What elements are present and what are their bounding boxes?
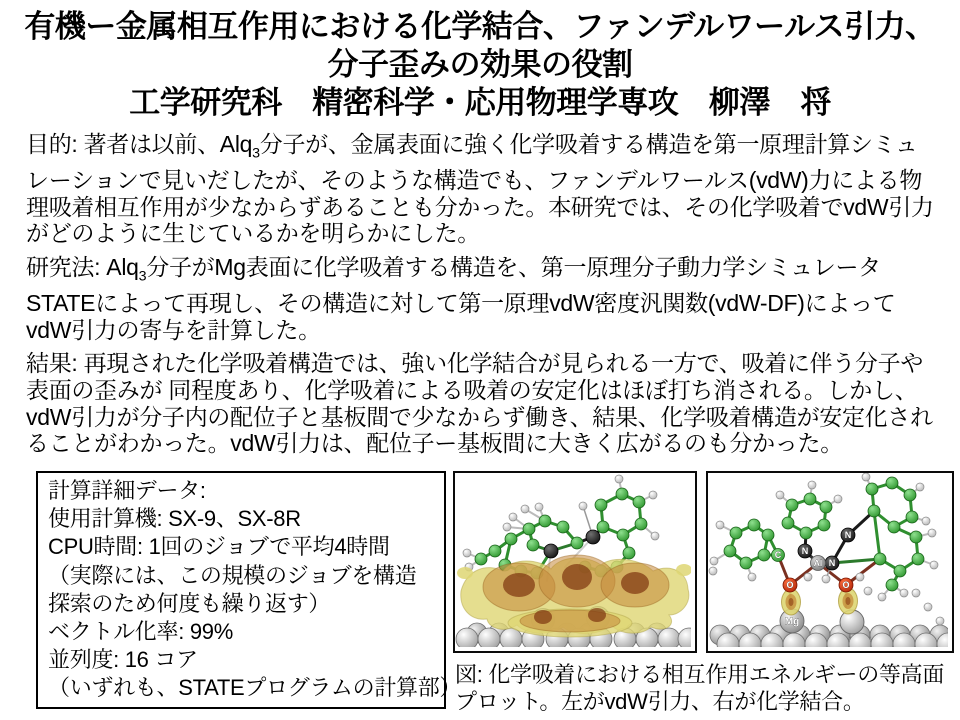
details-line: （いずれも、STATEプログラムの計算部） — [48, 675, 462, 701]
atom-label-o: O — [786, 580, 794, 590]
method-text-rest: 分子がMg表面に化学吸着する構造を、第一原理分子動力学シミュレータSTATEによって再現し、その構造に対して第一原理vdW密度汎関数(vdW-DF)によってvdW引力の寄与を計算した。 — [26, 253, 896, 343]
details-box — [36, 471, 462, 709]
details-line: ベクトル化率: 99% — [48, 619, 233, 645]
atom-label-n: N — [844, 530, 852, 540]
details-line: 探索のため何度も繰り返す） — [48, 590, 331, 616]
chemical-bond-figure — [708, 473, 948, 647]
atom-label-o: O — [842, 580, 850, 590]
title-block — [0, 8, 960, 122]
page-title-line1: 有機ー金属相互作用における化学結合、ファンデルワールス引力、 — [24, 9, 936, 44]
purpose-text-rest: 分子が、金属表面に強く化学吸着する構造を第一原理計算シミュレーションで見いだしたが、そのような構造でも、ファンデルワールス(vdW)力による物理吸着相互作用が少なからずあることも分かった。本研究では、その化学吸着でvdW引力がどのように生じているかを明らかにした。 — [26, 131, 934, 247]
atom-label-n: N — [828, 558, 836, 568]
body-paragraphs — [26, 131, 934, 464]
byline: 工学研究科 精密科学・応用物理学専攻 柳澤 将 — [129, 85, 831, 120]
vdw-isosurface-figure — [455, 473, 691, 647]
purpose-paragraph — [26, 131, 934, 247]
alq-subscript: 3 — [252, 145, 260, 162]
figure-vdw-box — [453, 471, 697, 653]
method-paragraph — [26, 254, 934, 343]
details-line: 計算詳細データ: — [48, 478, 206, 503]
result-paragraph: 結果: 再現された化学吸着構造では、強い化学結合が見られる一方で、吸着に伴う分子や表面の歪みが 同程度あり、化学吸着による吸着の安定化はほぼ打ち消される。しかし、vdW引力が分子内の配位子と基板間で少なからず働き、結果、化学吸着構造が安定化されることがわかった。vdW引力は、配位子ー基板間に大きく広がるのも分かった。 — [26, 350, 933, 457]
details-line: CPU時間: 1回のジョブで平均4時間 — [48, 534, 390, 560]
figure-caption: 図: 化学吸着における相互作用エネルギーの等高面プロット。左がvdW引力、右が化学結合。 — [455, 662, 945, 714]
atom-label-al: Al — [813, 558, 823, 568]
atom-label-n: N — [801, 546, 809, 556]
figure-chem-box — [706, 471, 954, 653]
purpose-text: 目的: 著者は以前、Alq — [26, 131, 253, 157]
alq-subscript: 3 — [138, 268, 147, 285]
page-title-line2: 分子歪みの効果の役割 — [327, 47, 633, 82]
details-line: 並列度: 16 コア — [48, 647, 198, 673]
details-line: 使用計算機: SX-9、SX-8R — [48, 506, 301, 532]
atom-label-c: C — [774, 550, 782, 560]
method-text: 研究法: Alq — [26, 253, 139, 280]
details-line: （実際には、この規模のジョブを構造 — [48, 562, 417, 588]
atom-label-mg: Mg — [784, 616, 800, 628]
